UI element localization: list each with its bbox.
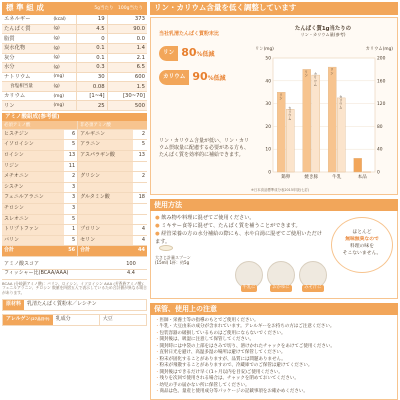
bar-label-rin: リン <box>304 69 309 77</box>
amino-name: アラニン <box>78 140 133 151</box>
amino-row <box>2 172 147 183</box>
material-tag: 原材料 <box>3 300 24 310</box>
amino-value: 5 <box>64 140 78 151</box>
amino-value: 1 <box>64 225 78 236</box>
ratio-label: フィッシャー比(BCAA/AAA) <box>2 270 115 280</box>
nutrition-row <box>2 101 147 111</box>
col1-label: 5g当たり <box>94 5 114 11</box>
amino-name: グリシン <box>78 172 133 183</box>
nutrient-unit: (g) <box>51 53 76 63</box>
nutrient-name: たんぱく質 <box>2 24 51 34</box>
material-value: 乳清たんぱく質粉末／レシチン <box>27 301 97 308</box>
amino-value: 5 <box>64 214 78 225</box>
spoon-icon <box>159 245 173 251</box>
nutrient-name: 脂質 <box>2 34 51 44</box>
col2-label: 100g当たり <box>118 5 143 11</box>
amino-value: 2 <box>133 129 147 140</box>
nutrient-name: リン <box>2 101 51 111</box>
amino-value: 13 <box>133 151 147 162</box>
usage-item: ● 経管栄養の方の水分補給の際にも、水や白湯に混ぜてご使用いただけます。 <box>155 230 322 246</box>
care-item: ・ 開封時には中袋の上部をはさみで切り、溶けかれたチャックをあけてご使用ください。 <box>155 344 393 351</box>
nutrition-row <box>2 24 147 34</box>
left-tick-label: 10 <box>265 147 271 153</box>
ratio-table <box>2 260 147 280</box>
nutrient-unit: (g) <box>51 34 76 44</box>
nutrient-value-100g: 2.1 <box>107 53 147 63</box>
nutrient-value-5g: 0.08 <box>77 82 107 92</box>
milk-image: 牛乳に <box>235 261 263 289</box>
category-label: 牛乳 <box>332 174 342 180</box>
bar-k <box>312 75 320 172</box>
right-axis-label: カリウム(mg) <box>365 46 393 52</box>
nutrient-unit: (g) <box>51 63 76 73</box>
bar-label-rin: リン <box>330 67 335 75</box>
usage-panel <box>150 211 398 299</box>
taste-bubble: ほとんど 無味無臭なので 料理の味を そこないません。 <box>331 217 393 273</box>
amino-row <box>2 151 147 162</box>
amino-value <box>133 204 147 215</box>
left-column <box>2 2 147 398</box>
amino-name: トリプトファン <box>2 225 64 236</box>
nutrient-unit: (g) <box>51 24 76 34</box>
amino-name: ヒスチジン <box>2 129 64 140</box>
amino-row <box>2 225 147 236</box>
rin-label: リン <box>159 46 178 60</box>
right-column <box>150 2 398 398</box>
amino-name: プロリン <box>78 225 133 236</box>
care-item: ・ 幼児の手の届かない所に保管してください。 <box>155 383 393 390</box>
miso-soup-image: みそ汁に <box>299 261 327 289</box>
nutrition-row <box>2 72 147 82</box>
amino-name: アルギニン <box>78 129 133 140</box>
allergen-tag: アレルゲン(27品目中) <box>3 315 53 325</box>
nutrition-row <box>2 43 147 53</box>
amino-total-row: 合計 56 合計 44 <box>2 246 147 257</box>
usage-item: ● 飲み物や料理に混ぜてご使用ください。 <box>155 214 322 222</box>
bar-rin <box>303 69 311 172</box>
nutrient-value-100g: 6.5 <box>107 63 147 73</box>
ratio-row <box>2 260 147 270</box>
nutrition-title: 標 準 組 成 <box>6 3 44 12</box>
nutrient-unit: (mg) <box>51 72 76 82</box>
nutrient-name: ナトリウム <box>2 72 51 82</box>
category-label: 鶏卵 <box>281 174 291 180</box>
allergen-value-1: 乳成分 <box>55 316 71 323</box>
amino-name: スレオニン <box>2 214 64 225</box>
amino-name: ロイシン <box>2 151 64 162</box>
right-tick-label: 160 <box>377 78 386 84</box>
care-item: ・ 直射日光を避け、高温多湿の場所は避けて保管してください。 <box>155 350 393 357</box>
nutrition-table <box>2 15 147 111</box>
care-item: ・ 医師・栄養士等の指導のもとでご使用ください。 <box>155 318 393 325</box>
nutrient-name: 水分 <box>2 63 51 73</box>
amino-value: 5 <box>133 140 147 151</box>
category-label: 本品 <box>357 174 367 180</box>
amino-value: 5 <box>64 235 78 246</box>
left-tick-label: 0 <box>268 170 271 176</box>
nutrient-value-5g: 25 <box>77 101 107 111</box>
nutrient-unit: (mg) <box>51 101 76 111</box>
amino-name <box>78 182 133 193</box>
nutrition-row <box>2 53 147 63</box>
ratio-value: 4.4 <box>115 270 147 280</box>
bar-rin <box>328 67 336 172</box>
nutrient-value-5g: 30 <box>77 72 107 82</box>
left-tick-label: 30 <box>265 101 271 107</box>
nutrient-value-5g: 0 <box>77 34 107 44</box>
care-item: ・ 商品は色、量産と使用成分等パッケージの記載事項をお確かめください。 <box>155 389 393 396</box>
amino-value <box>133 182 147 193</box>
k-pct: 90 <box>192 70 208 84</box>
rin-pct: 80 <box>181 46 197 60</box>
amino-name: セリン <box>78 235 133 246</box>
amino-row <box>2 204 147 215</box>
amino-row <box>2 129 147 140</box>
bar-label-rin: リン <box>279 92 284 100</box>
care-item: ・ 牛乳・大豆由来の成分が含まれています。アレルギーをお持ちの方はご注意ください。 <box>155 324 393 331</box>
ratio-value: 100 <box>115 260 147 270</box>
nutrient-value-100g: 1.5 <box>107 82 147 92</box>
feature-panel <box>150 17 398 195</box>
k-reduction: カリウム 90%低減 <box>159 70 237 86</box>
bar-rin <box>354 158 362 172</box>
amino-name: バリン <box>2 235 64 246</box>
amino-value: 2 <box>64 172 78 183</box>
amino-value: 2 <box>133 172 147 183</box>
allergen-row <box>2 314 147 326</box>
feature-title: リン・カリウム含量を低く調整しています <box>154 3 297 12</box>
amino-row <box>2 235 147 246</box>
amino-name <box>78 161 133 172</box>
amino-table <box>2 121 147 257</box>
nutrient-value-100g: 0.0 <box>107 34 147 44</box>
amino-value: 11 <box>64 161 78 172</box>
right-tick-label: 120 <box>377 101 386 107</box>
amino-name: チロシン <box>2 204 64 215</box>
nutrient-value-100g: 90.0 <box>107 24 147 34</box>
care-item: ・ 粉末が固化することがありますが、品質には問題ありません。 <box>155 357 393 364</box>
amino-name: リジン <box>2 161 64 172</box>
nutrient-value-5g: 4.5 <box>77 24 107 34</box>
material-row <box>2 299 147 311</box>
amino-value <box>133 161 147 172</box>
amino-row <box>2 182 147 193</box>
nutrient-value-5g: 0.1 <box>77 53 107 63</box>
feature-desc: リン・カリウム含量が低い、リン・カリウム摂取量に配慮する必要がある方も、たんぱく質を効率的に補給できます。 <box>159 137 249 159</box>
nutrient-unit: (mg) <box>51 91 76 101</box>
ratio-row <box>2 270 147 280</box>
amino-row <box>2 161 147 172</box>
nutrient-name: エネルギー <box>2 15 51 25</box>
right-tick-label: 40 <box>377 147 383 153</box>
amino-name: イソロイシン <box>2 140 64 151</box>
feature-header <box>150 2 398 15</box>
nutrient-unit: (kcal) <box>51 15 76 25</box>
bar-k <box>363 171 371 172</box>
left-tick-label: 20 <box>265 124 271 130</box>
amino-name: グルタミン酸 <box>78 193 133 204</box>
nutrient-value-100g: 500 <box>107 101 147 111</box>
care-item: ・ 開封後はできるだけ早く(1ヶ月以内を目安)ご使用ください。 <box>155 370 393 377</box>
care-item: ・ 開封後は、吸湿に注意して保管してください。 <box>155 337 393 344</box>
nutrient-unit: (g) <box>51 43 76 53</box>
bar-rin <box>277 92 285 172</box>
amino-value: 3 <box>64 193 78 204</box>
nutrient-value-5g: 0.1 <box>77 43 107 53</box>
amino-value: 13 <box>64 151 78 162</box>
nutrient-value-100g: 600 <box>107 72 147 82</box>
amino-value: 3 <box>64 182 78 193</box>
amino-name <box>78 204 133 215</box>
left-axis-label: リン(mg) <box>255 46 274 52</box>
allergen-value-2: 大豆 <box>99 315 146 325</box>
amino-value: 3 <box>64 204 78 215</box>
nutrient-value-5g: 0.3 <box>77 63 107 73</box>
category-label: 焼き豚 <box>304 174 319 180</box>
amino-header: アミノ酸組成(参考値) <box>2 113 147 121</box>
usage-header: 使用方法 <box>150 199 398 211</box>
feature-subtitle: 当社乳清たんぱく質粉末比 <box>159 30 220 37</box>
nutrition-row <box>2 91 147 101</box>
chart-svg <box>251 22 395 194</box>
care-item: ・ 包装容器の破損しているものはご使用にならないでください。 <box>155 331 393 338</box>
amino-value <box>133 214 147 225</box>
nonessential-head: 非必須アミノ酸 <box>78 121 147 129</box>
chart-title: たんぱく質1g当たりの <box>294 25 352 32</box>
nutrient-value-5g: 19 <box>77 15 107 25</box>
phosphorus-potassium-chart <box>251 22 395 194</box>
amino-name: シスチン <box>2 182 64 193</box>
bar-label-k: カリウム <box>313 71 318 86</box>
amino-row <box>2 140 147 151</box>
nutrition-row <box>2 34 147 44</box>
nutrition-row <box>2 15 147 25</box>
care-item: ・ 残りを次回で使用される場合は、チャックを閉めておいてください。 <box>155 376 393 383</box>
amino-value: 6 <box>64 129 78 140</box>
porridge-image: おかゆに <box>267 261 295 289</box>
nutrient-name: 灰分 <box>2 53 51 63</box>
amino-value: 4 <box>133 225 147 236</box>
nutrient-name: 炭水化物 <box>2 43 51 53</box>
amino-name: メチオニン <box>2 172 64 183</box>
nutrient-value-100g: 1.4 <box>107 43 147 53</box>
essential-head: 必須アミノ酸 <box>2 121 78 129</box>
amino-value: 4 <box>133 235 147 246</box>
right-tick-label: 200 <box>377 56 386 62</box>
right-tick-label: 0 <box>377 170 380 176</box>
amino-name <box>78 214 133 225</box>
k-label: カリウム <box>159 70 189 84</box>
right-tick-label: 80 <box>377 124 383 130</box>
rin-reduction: リン 80%低減 <box>159 46 237 62</box>
nutrient-name: 食塩相当量 <box>2 82 51 92</box>
care-panel <box>150 315 398 400</box>
nutrient-value-100g: 373 <box>107 15 147 25</box>
amino-name: フェニルアラニン <box>2 193 64 204</box>
nutrient-name: カリウム <box>2 91 51 101</box>
chart-title-2: リン・カリウム量(参考) <box>300 31 346 37</box>
nutrient-unit: (g) <box>51 82 76 92</box>
amino-name: アスパラギン酸 <box>78 151 133 162</box>
ratio-note: BCAA (分岐鎖アミノ酸)：バリン、ロイシン、イソロイシン AAA (芳香族アミノ酸)：フェニルアラニン、チロシン 数値を四捨五入で表示しているため合計値が異なる場合があります。 <box>2 280 147 296</box>
nutrition-header <box>2 2 147 15</box>
nutrient-value-5g: [1~4] <box>77 91 107 101</box>
amino-row <box>2 214 147 225</box>
care-header: 保管、使用上の注意 <box>150 303 398 315</box>
nutrition-row <box>2 63 147 73</box>
chart-footnote: ※日本食品標準成分表2015年版(七訂) <box>251 187 310 192</box>
ratio-label: アミノ酸スコア <box>2 260 115 270</box>
left-tick-label: 50 <box>265 56 271 62</box>
nutrient-value-100g: [30~70] <box>107 91 147 101</box>
nutrition-row <box>2 82 147 92</box>
amino-value: 18 <box>133 193 147 204</box>
amino-row <box>2 193 147 204</box>
left-tick-label: 40 <box>265 78 271 84</box>
bar-label-k: カリウム <box>339 94 344 109</box>
spoon-note: 大さじ計量スプーン (15ml) 1杯：約5g <box>155 254 191 265</box>
usage-item: ● ミキサー食等に混ぜて、たんぱく質を補うことができます。 <box>155 222 322 230</box>
care-item: ・ 粉末が飛散することがありますので、冷蔵庫でのご保管は避けてください。 <box>155 363 393 370</box>
bar-label-k: カリウム <box>288 105 293 121</box>
